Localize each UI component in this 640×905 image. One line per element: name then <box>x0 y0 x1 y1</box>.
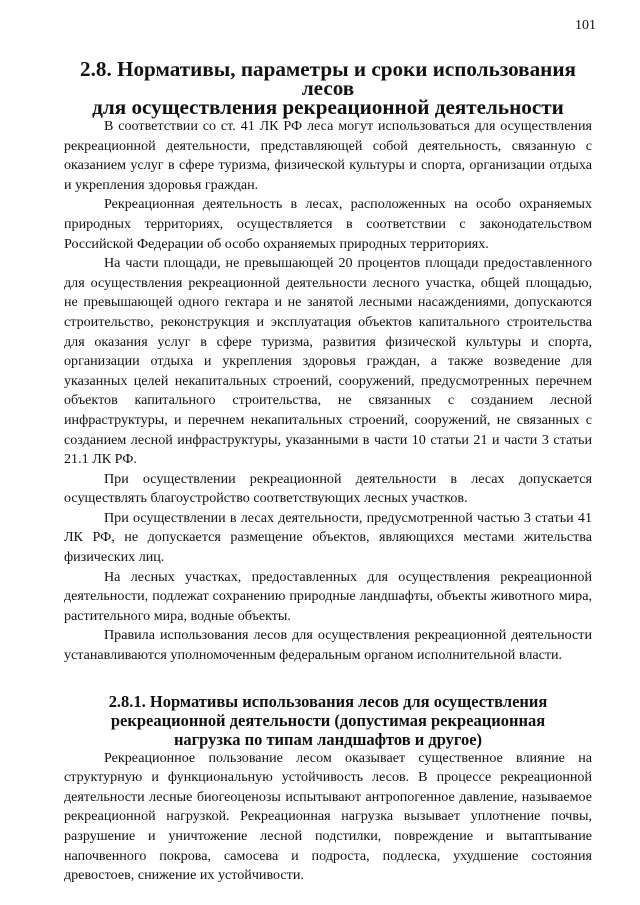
subsection-heading <box>64 692 592 749</box>
subsection-heading-line: рекреационной деятельности (допустимая рекреационная <box>110 710 546 730</box>
section-heading-line: 2.8. Нормативы, параметры и сроки использования лесов <box>80 57 576 100</box>
paragraph: При осуществлении рекреационной деятельности в лесах допускается осуществлять благоустройство соответствующих лесных участков. <box>64 470 592 507</box>
page-content <box>64 57 592 886</box>
subsection-heading-line: нагрузка по типам ландшафтов и другое) <box>173 729 483 749</box>
paragraph: Рекреационное пользование лесом оказывает существенное влияние на структурную и функциональную устойчивость лесов. В процессе рекреационной деятельности лесные биогеоценозы испытывают антропогенное давление, называемое рекреационной нагрузкой. Рекреационная нагрузка вызывает уплотнение почвы, разрушение и уничтожение лесной подстилки, повреждение и вытаптывание напочвенного покрова, самосева и подроста, подлеска, ухудшение состояния древостоев, снижение их устойчивости. <box>64 749 592 884</box>
paragraph: На части площади, не превышающей 20 процентов площади предоставленного для осуществления рекреационной деятельности лесного участка, общей площадью, не превышающей одного гектара и не занятой лесными насаждениями, допускаются строительство, реконструкция и эксплуатация объектов капитального строительства для оказания услуг в сфере туризма, развития физической культуры и спорта, организации отдыха и укрепления здоровья граждан, а также возведение для указанных целей некапитальных строений, сооружений, предусмотренных перечнем объектов капитального строительства, не связанных с созданием лесной инфраструктуры, и перечнем некапитальных строений, сооружений, не связанных с созданием лесной инфраструктуры, указанными в части 10 статьи 21 и части 3 статьи 21.1 ЛК РФ. <box>64 255 592 468</box>
section-heading-line: для осуществления рекреационной деятельности <box>92 95 564 119</box>
paragraph: На лесных участках, предоставленных для осуществления рекреационной деятельности, подлежат сохранению природные ландшафты, объекты животного мира, растительного мира, водные объекты. <box>64 568 592 624</box>
section-heading <box>64 57 592 119</box>
subsection-heading-line: 2.8.1. Нормативы использования лесов для осуществления <box>108 691 548 711</box>
paragraph: Рекреационная деятельность в лесах, расположенных на особо охраняемых природных территориях, осуществляется в соответствии с законодательством Российской Федерации об особо охраняемых природных территориях. <box>64 196 592 252</box>
paragraph: Правила использования лесов для осуществления рекреационной деятельности устанавливаются уполномоченным федеральным органом исполнительной власти. <box>64 627 592 664</box>
page-number: 101 <box>575 18 596 33</box>
paragraph: При осуществлении в лесах деятельности, предусмотренной частью 3 статьи 41 ЛК РФ, не допускается размещение объектов, являющихся местами жительства физических лиц. <box>64 509 592 566</box>
paragraph: В соответствии со ст. 41 ЛК РФ леса могут использоваться для осуществления рекреационной деятельности, представляющей собой деятельность, связанную с оказанием услуг в сфере туризма, физической культуры и спорта, организации отдыха и укрепления здоровья граждан. <box>64 118 592 193</box>
